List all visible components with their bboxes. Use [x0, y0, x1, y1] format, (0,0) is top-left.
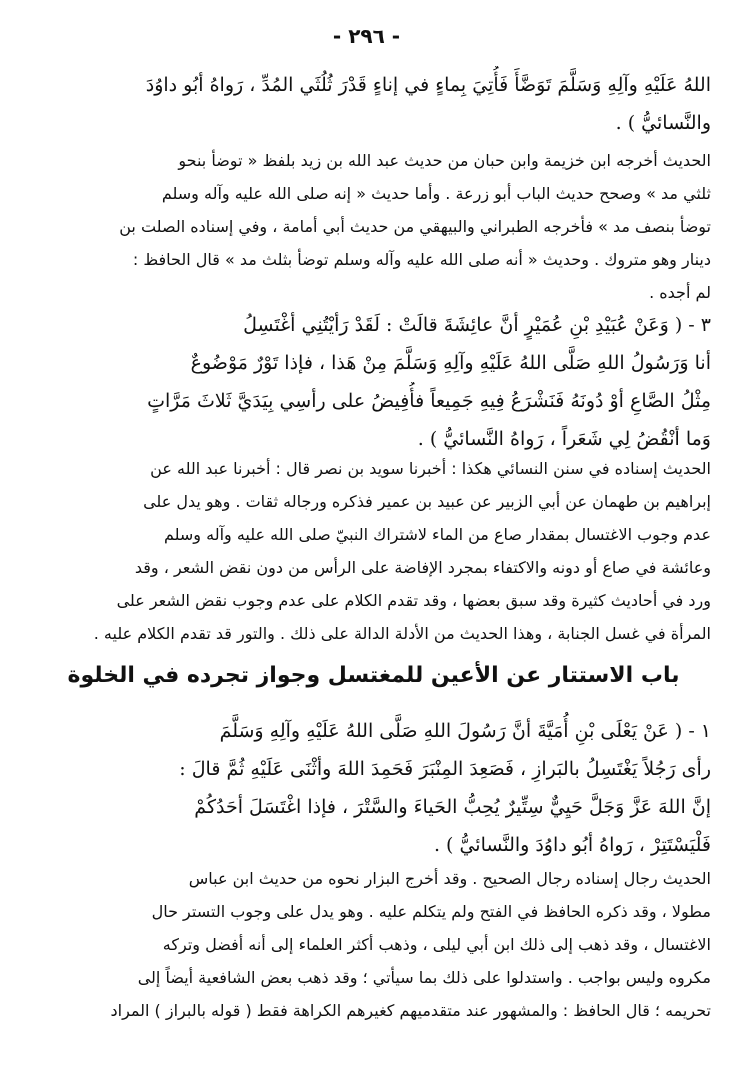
commentary-paragraph: [36, 452, 711, 650]
commentary-paragraph: [36, 862, 711, 1027]
text-line: الحديث رجال إسناده رجال الصحيح . وقد أخرج البزار نحوه من حديث ابن عباس: [188, 869, 711, 888]
commentary-paragraph: [36, 144, 711, 309]
hadith-paragraph: [36, 712, 711, 864]
text-line: وعائشة في صاع أو دونه والاكتفاء بمجرد الإفاضة على الرأس من دون نقض الشعر ، وقد: [134, 558, 711, 577]
text-line: ثلثي مد » وصحح حديث الباب أبو زرعة . وأما حديث « إنه صلى الله عليه وآله وسلم: [161, 184, 711, 203]
text-line: توضأ بنصف مد » فأخرجه الطبراني والبيهقي من حديث أبي أمامة ، وفي إسناده الصلت بن: [119, 217, 711, 236]
text-line: ورد في أحاديث كثيرة وقد سبق بعضها ، وقد تقدم الكلام على عدم وجوب نقض الشعر على: [116, 591, 711, 610]
text-line: تحريمه ؛ قال الحافظ : والمشهور عند متقدميهم كغيرهم الكراهة فقط ( قوله بالبراز ) المراد: [110, 1001, 711, 1020]
text-line: مكروه وليس بواجب . واستدلوا على ذلك بما سيأتي ؛ وقد ذهب بعض الشافعية أيضاً إلى: [137, 968, 711, 987]
text-line: مِثْلُ الصَّاعِ أوْ دُونَهُ فَنَشْرَعُ فِيهِ جَمِيعاً فأُفِيضُ على رأسِي بِيَدَيَّ ثَلاثَ مَرَّاتٍ: [147, 390, 711, 412]
text-line: ١ - ( عَنْ يَعْلَى بْنِ أُمَيَّةَ أنَّ رَسُولَ اللهِ صَلَّى اللهُ عَلَيْهِ وآلِهِ وَسَلَّمَ: [219, 720, 711, 742]
text-line: الحديث أخرجه ابن خزيمة وابن حبان من حديث عبد الله بن زيد بلفظ « توضأ بنحو: [178, 151, 711, 170]
text-line: لم أجده .: [649, 283, 711, 302]
text-line: فَلْيَسْتَتِرْ ، رَواهُ أبُو داوُدَ والنَّسائيُّ ) .: [433, 834, 711, 856]
text-line: عدم وجوب الاغتسال بمقدار صاع من الماء لاشتراك النبيّ صلى الله عليه وآله وسلم: [163, 525, 711, 544]
page-number: - ٢٩٦ -: [332, 24, 401, 48]
text-line: رأى رَجُلاً يَغْتَسِلُ بالبَرازِ ، فَصَعِدَ المِنْبَرَ فَحَمِدَ اللهَ وأثْنَى عَلَيْهِ ثُمَّ قالَ :: [179, 758, 711, 780]
hadith-paragraph: [36, 306, 711, 458]
chapter-title: باب الاستتار عن الأعين للمغتسل وجواز تجرده في الخلوة: [67, 663, 680, 688]
text-line: مطولا ، وقد ذكره الحافظ في الفتح ولم يتكلم عليه . وهو يدل على وجوب التستر حال: [151, 902, 711, 921]
text-line: والنَّسائيُّ ) .: [615, 112, 711, 134]
text-line: وَما أنْقُضُ لِي شَعَراً ، رَواهُ النَّسائيُّ ) .: [417, 428, 711, 450]
text-line: المرأة في غسل الجنابة ، وهذا الحديث من الأدلة الدالة على ذلك . والتور قد تقدم الكلام عليه .: [93, 624, 711, 643]
text-line: دينار وهو متروك . وحديث « أنه صلى الله عليه وآله وسلم توضأ بثلث مد » قال الحافظ :: [132, 250, 711, 269]
hadith-continuation: [36, 66, 711, 142]
text-line: ٣ - ( وَعَنْ عُبَيْدِ بْنِ عُمَيْرٍ أنَّ عائِشَةَ قالَتْ : لَقَدْ رَأيْتُنِي أغْتَسِلُ: [243, 314, 711, 336]
text-line: إبراهيم بن طهمان عن أبي الزبير عن عبيد بن عمير فذكره ورجاله ثقات . وهو يدل على: [143, 492, 711, 511]
text-line: اللهُ عَلَيْهِ وآلِهِ وَسَلَّمَ تَوَضَّأَ فَأُتِيَ بِماءٍ في إناءٍ قَدْرَ ثُلُثَي المُدِّ ، رَواهُ أبُو داوُدَ: [145, 74, 711, 96]
text-line: إنَّ اللهَ عَزَّ وَجَلَّ حَيِيٌّ سِتِّيرٌ يُحِبُّ الحَياءَ والسَّتْرَ ، فإذا اغْتَسَلَ أحَدُكُمْ: [194, 796, 711, 818]
text-line: أنا وَرَسُولُ اللهِ صَلَّى اللهُ عَلَيْهِ وآلِهِ وَسَلَّمَ مِنْ هَذا ، فإذا تَوْرٌ مَوْضُوعٌ: [190, 352, 711, 374]
text-line: الاغتسال ، وقد ذهب إلى ذلك ابن أبي ليلى ، وذهب أكثر العلماء إلى أنه أفضل وتركه: [162, 935, 711, 954]
text-line: الحديث إسناده في سنن النسائي هكذا : أخبرنا سويد بن نصر قال : أخبرنا عبد الله عن: [150, 459, 711, 478]
